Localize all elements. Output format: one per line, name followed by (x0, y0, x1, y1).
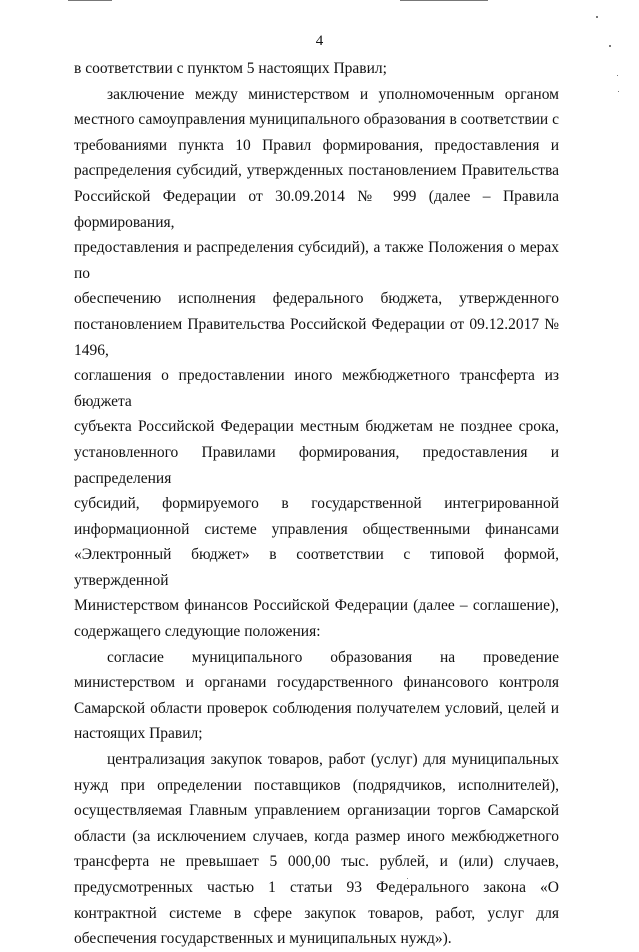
text-line: субъекта Российской Федерации местным бюджетам не позднее срока, (74, 418, 559, 436)
text-line: обеспечению исполнения федерального бюджета, утвержденного (74, 290, 559, 308)
text-line: установленного Правилами формирования, предоставления и распределения (74, 443, 559, 487)
text-line: Российской Федерации от 30.09.2014 № 999 (далее – Правила формирования, (74, 187, 559, 231)
scan-speck (618, 91, 619, 92)
paragraph-1 (74, 56, 559, 82)
paragraph-4 (74, 747, 559, 952)
paragraph-3 (74, 645, 559, 747)
text-line: контрактной системе в сфере закупок товаров, работ, услуг для (74, 904, 559, 922)
text-line: информационной системе управления общественными финансами (74, 520, 559, 538)
page-number: 4 (315, 33, 324, 49)
scan-artifact-top-left (68, 0, 112, 1)
text-line: постановлением Правительства Российской Федерации от 09.12.2017 № 1496, (74, 315, 559, 359)
text-line: настоящих Правил; (74, 725, 203, 743)
text-line: Министерством финансов Российской Федерации (далее – соглашение), (74, 597, 559, 615)
text-line: централизация закупок товаров, работ (услуг) для муниципальных (107, 751, 559, 769)
paragraph-2 (74, 82, 559, 645)
text-line: трансферта не превышает 5 000,00 тыс. рублей, и (или) случаев, (74, 853, 559, 871)
text-line: требованиями пункта 10 Правил формирования, предоставления и (74, 136, 559, 154)
text-line: согласие муниципального образования на проведение (107, 648, 559, 666)
text-line: Самарской области проверок соблюдения получателем условий, целей и (74, 699, 559, 717)
text-line: соглашения о предоставлении иного межбюджетного трансферта из бюджета (74, 367, 559, 410)
text-line: распределения субсидий, утвержденных постановлением Правительства (74, 162, 559, 180)
text-line: заключение между министерством и уполномоченным органом (107, 85, 559, 103)
text-line: предоставления и распределения субсидий), а также Положения о мерах по (74, 239, 559, 282)
document-body (74, 56, 559, 952)
text-line: предусмотренных частью 1 статьи 93 Федерального закона «О (74, 879, 559, 896)
scan-artifact-top-right (400, 0, 488, 1)
scan-speck (596, 16, 598, 18)
text-line: местного самоуправления муниципального образования в соответствии с (74, 111, 559, 129)
text-line: содержащего следующие положения: (74, 623, 321, 641)
text-line: в соответствии с пунктом 5 настоящих Правил; (74, 60, 387, 77)
text-line: субсидий, формируемого в государственной интегрированной (74, 495, 559, 513)
text-line: обеспечения государственных и муниципальных нужд»). (74, 930, 452, 948)
text-line: нужд при определении поставщиков (подрядчиков, исполнителей), (74, 776, 559, 794)
text-line: области (за исключением случаев, когда размер иного межбюджетного (74, 827, 559, 845)
text-line: осуществляемая Главным управлением организации торгов Самарской (74, 802, 559, 820)
text-line: министерством и органами государственного финансового контроля (74, 674, 559, 692)
text-line: «Электронный бюджет» в соответствии с типовой формой, утвержденной (74, 546, 559, 589)
scan-speck (617, 75, 618, 76)
